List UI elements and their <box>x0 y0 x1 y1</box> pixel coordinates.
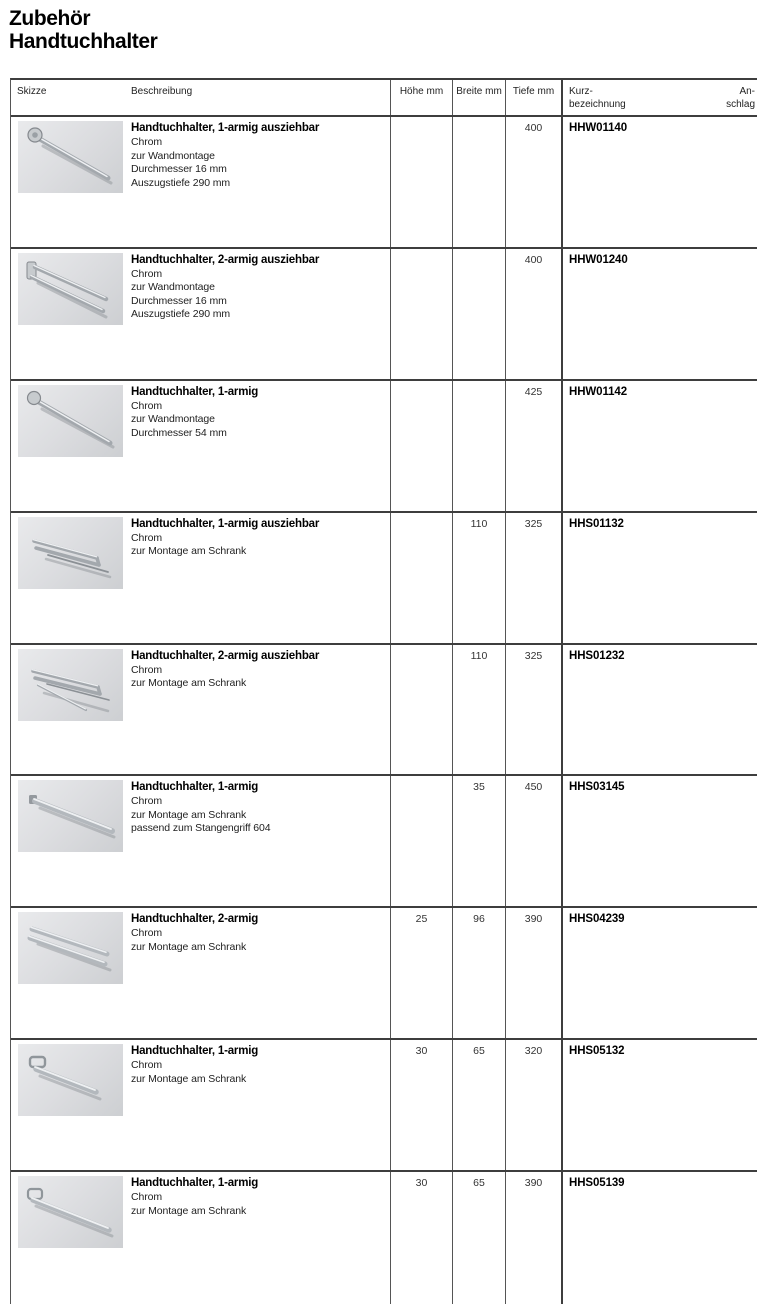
table-body <box>11 117 757 1304</box>
product-photo <box>18 1176 123 1248</box>
skizze-cell <box>11 117 131 247</box>
product-name: Handtuchhalter, 1-armig <box>131 781 259 794</box>
hoehe-value: 25 <box>391 908 453 1038</box>
product-code: HHW01240 <box>569 253 628 266</box>
breite-value: 96 <box>453 908 506 1038</box>
product-name: Handtuchhalter, 2-armig ausziehbar <box>131 649 320 662</box>
breite-value <box>453 249 506 379</box>
table-row <box>11 1172 757 1304</box>
table-row <box>11 513 757 645</box>
page-title <box>9 7 757 53</box>
product-code: HHS01232 <box>569 649 625 662</box>
table-row <box>11 1040 757 1172</box>
product-detail-line: zur Montage am Schrank <box>131 808 247 821</box>
header-hoehe: Höhe mm <box>391 80 453 115</box>
product-detail-line: Chrom <box>131 663 163 676</box>
page-title-line1: Zubehör <box>9 7 91 30</box>
product-details <box>131 795 382 836</box>
header-anschlag-line2: schlag <box>726 98 755 110</box>
hoehe-value: 30 <box>391 1172 453 1304</box>
product-detail-line: zur Montage am Schrank <box>131 940 247 953</box>
tiefe-value: 390 <box>506 1172 563 1304</box>
skizze-cell <box>11 513 131 643</box>
product-detail-line: Chrom <box>131 267 163 280</box>
hoehe-value <box>391 645 453 775</box>
product-name: Handtuchhalter, 1-armig ausziehbar <box>131 517 320 530</box>
product-photo <box>18 912 123 984</box>
skizze-cell <box>11 776 131 906</box>
product-detail-line: Durchmesser 16 mm <box>131 163 227 175</box>
product-detail-line: zur Montage am Schrank <box>131 1204 247 1217</box>
tiefe-value: 425 <box>506 381 563 511</box>
product-code: HHS03145 <box>569 781 625 794</box>
header-kurz-line2: bezeichnung <box>569 98 626 110</box>
hoehe-value: 30 <box>391 1040 453 1170</box>
kurz-anschlag-cell <box>563 117 757 247</box>
product-details <box>131 400 382 441</box>
breite-value <box>453 381 506 511</box>
kurz-anschlag-cell <box>563 249 757 379</box>
product-details <box>131 927 382 954</box>
product-name: Handtuchhalter, 2-armig <box>131 913 259 926</box>
product-name: Handtuchhalter, 1-armig <box>131 1045 259 1058</box>
header-kurz-anschlag <box>563 80 757 115</box>
product-detail-line: zur Montage am Schrank <box>131 677 247 690</box>
tiefe-value: 320 <box>506 1040 563 1170</box>
product-detail-line: Chrom <box>131 927 163 940</box>
breite-value: 65 <box>453 1040 506 1170</box>
header-skizze: Skizze <box>17 86 47 97</box>
page-title-line2: Handtuchhalter <box>9 30 158 53</box>
breite-value: 110 <box>453 513 506 643</box>
table-row <box>11 908 757 1040</box>
product-detail-line: zur Montage am Schrank <box>131 1072 247 1085</box>
product-photo <box>18 253 123 325</box>
product-detail-line: zur Wandmontage <box>131 149 215 162</box>
skizze-cell <box>11 1040 131 1170</box>
header-kurz-line1: Kurz- <box>569 86 593 97</box>
beschreibung-cell <box>131 513 391 643</box>
product-table <box>10 78 757 1304</box>
product-detail-line: Auszugstiefe 290 mm <box>131 308 231 321</box>
kurz-anschlag-cell <box>563 381 757 511</box>
hoehe-value <box>391 513 453 643</box>
product-photo <box>18 385 123 457</box>
hoehe-value <box>391 117 453 247</box>
product-details <box>131 532 382 559</box>
kurz-anschlag-cell <box>563 908 757 1038</box>
table-row <box>11 117 757 249</box>
breite-value: 65 <box>453 1172 506 1304</box>
kurz-anschlag-cell <box>563 1040 757 1170</box>
product-detail-line: Durchmesser 54 mm <box>131 426 227 439</box>
header-kurzbezeichnung <box>569 86 626 115</box>
product-detail-line: passend zum Stangengriff 604 <box>131 822 271 835</box>
beschreibung-cell <box>131 1172 391 1304</box>
product-detail-line: Chrom <box>131 1059 163 1072</box>
header-anschlag-line1: An- <box>739 86 755 97</box>
product-photo <box>18 517 123 589</box>
table-row <box>11 645 757 777</box>
product-code: HHS01132 <box>569 517 624 530</box>
hoehe-value <box>391 776 453 906</box>
kurz-anschlag-cell <box>563 645 757 775</box>
beschreibung-cell <box>131 645 391 775</box>
breite-value: 35 <box>453 776 506 906</box>
table-row <box>11 249 757 381</box>
product-detail-line: zur Wandmontage <box>131 413 215 426</box>
product-code: HHW01142 <box>569 385 628 398</box>
hoehe-value <box>391 249 453 379</box>
table-row <box>11 776 757 908</box>
skizze-cell <box>11 908 131 1038</box>
product-photo <box>18 649 123 721</box>
product-code: HHS04239 <box>569 913 625 926</box>
tiefe-value: 450 <box>506 776 563 906</box>
header-breite: Breite mm <box>453 80 506 115</box>
product-details <box>131 1191 382 1218</box>
product-details <box>131 1059 382 1086</box>
table-row <box>11 381 757 513</box>
product-name: Handtuchhalter, 1-armig <box>131 385 259 398</box>
tiefe-value: 325 <box>506 645 563 775</box>
product-details <box>131 268 382 322</box>
tiefe-value: 400 <box>506 117 563 247</box>
product-details <box>131 136 382 190</box>
product-code: HHW01140 <box>569 122 628 134</box>
beschreibung-cell <box>131 908 391 1038</box>
product-detail-line: Durchmesser 16 mm <box>131 294 227 307</box>
breite-value: 110 <box>453 645 506 775</box>
header-tiefe: Tiefe mm <box>506 80 563 115</box>
product-photo <box>18 121 123 193</box>
kurz-anschlag-cell <box>563 1172 757 1304</box>
header-anschlag <box>726 86 755 115</box>
beschreibung-cell <box>131 776 391 906</box>
product-detail-line: zur Wandmontage <box>131 281 215 294</box>
product-name: Handtuchhalter, 1-armig <box>131 1177 259 1190</box>
kurz-anschlag-cell <box>563 513 757 643</box>
skizze-cell <box>11 381 131 511</box>
product-name: Handtuchhalter, 2-armig ausziehbar <box>131 253 320 266</box>
breite-value <box>453 117 506 247</box>
product-detail-line: Chrom <box>131 795 163 808</box>
tiefe-value: 390 <box>506 908 563 1038</box>
product-details <box>131 664 382 691</box>
product-detail-line: Chrom <box>131 399 163 412</box>
kurz-anschlag-cell <box>563 776 757 906</box>
beschreibung-cell <box>131 1040 391 1170</box>
product-name: Handtuchhalter, 1-armig ausziehbar <box>131 122 320 134</box>
product-code: HHS05139 <box>569 1177 625 1190</box>
hoehe-value <box>391 381 453 511</box>
product-photo <box>18 780 123 852</box>
product-photo <box>18 1044 123 1116</box>
beschreibung-cell <box>131 249 391 379</box>
skizze-cell <box>11 645 131 775</box>
product-detail-line: Chrom <box>131 531 163 544</box>
beschreibung-cell <box>131 381 391 511</box>
header-beschreibung: Beschreibung <box>131 80 391 115</box>
table-header <box>11 80 757 117</box>
product-detail-line: Chrom <box>131 1191 163 1204</box>
product-detail-line: Auszugstiefe 290 mm <box>131 176 231 189</box>
product-detail-line: Chrom <box>131 136 163 148</box>
skizze-cell <box>11 1172 131 1304</box>
tiefe-value: 400 <box>506 249 563 379</box>
tiefe-value: 325 <box>506 513 563 643</box>
beschreibung-cell <box>131 117 391 247</box>
skizze-cell <box>11 249 131 379</box>
product-code: HHS05132 <box>569 1045 625 1058</box>
product-detail-line: zur Montage am Schrank <box>131 545 247 558</box>
